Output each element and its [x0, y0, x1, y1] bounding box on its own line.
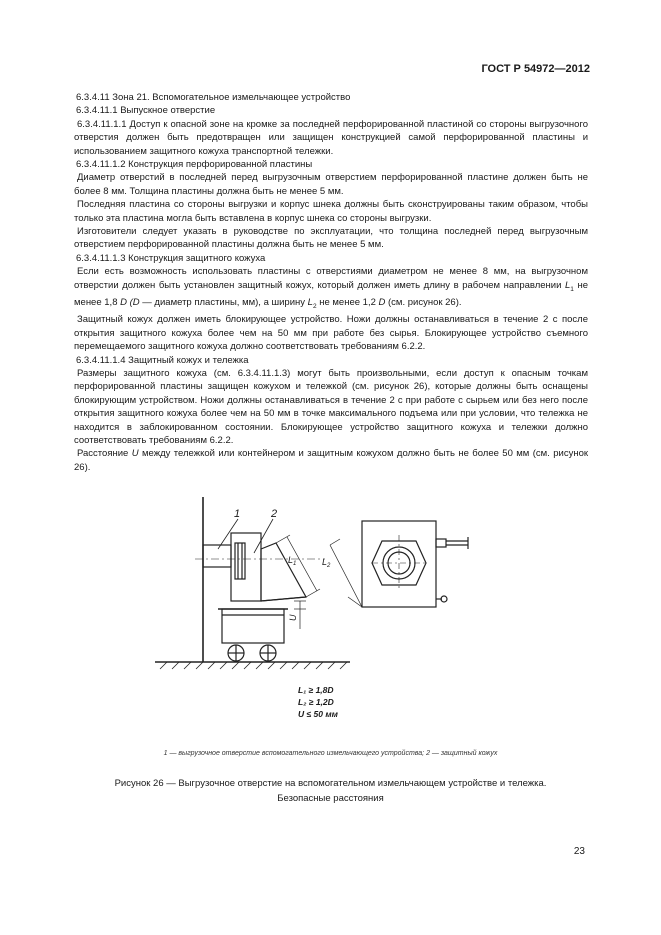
paragraph-guard-design: Если есть возможность использовать пластины с отверстиями диаметром не менее 8 мм, на выгрузочном отверстии должен быть установлен защитный кожух, который должен иметь длину в рабочем направлении $L_1$ не менее 1,8 D (D — диаметр пластины, мм), а ширину $L_2$ не менее 1,2 D (см. рисунок 26). [74, 266, 588, 310]
side-view [155, 497, 350, 669]
subsection-heading: 6.3.4.11.1 Выпускное отверстие [76, 105, 216, 117]
paragraph: 6.3.4.11.1.1 Доступ к опасной зоне на кромке за последней перфорированной пластиной со стороны выгрузочного отверстия должен быть предотвращен или защищен конструкцией самой перфорированной пластины и использованием защитного кожуха транспортной тележки. [74, 118, 588, 157]
callout-2: 2 [271, 508, 278, 520]
dimension-l2: $L_2$ [322, 557, 331, 569]
paragraph: Последняя пластина со стороны выгрузки и корпус шнека должны быть сконструированы таким образом, чтобы только эта пластина могла быть вставлена в корпус шнека со стороны выгрузки. [74, 199, 588, 224]
paragraph: Диаметр отверстий в последней перед выгрузочным отверстием перфорированной пластине должен быть не более 8 мм. Толщина пластины должна быть не менее 5 мм. [74, 172, 588, 197]
paragraph: Защитный кожух должен иметь блокирующее устройство. Ножи должны останавливаться в течение 2 с после открытия защитного кожуха более чем на 50 мм при работе без сырья. Блокирующее устройство съемного перемещаемого защитного кожуха должно соответствовать требованиям 6.2.2. [74, 314, 588, 353]
figure-key: 1 — выгрузочное отверстие вспомогательного измельчающего устройства; 2 — защитный кожух [163, 750, 498, 757]
figure-caption [0, 776, 661, 806]
formula-u: U ≤ 50 мм [298, 709, 338, 719]
section-heading: 6.3.4.11 Зона 21. Вспомогательное измельчающее устройство [76, 92, 351, 103]
standard-code: ГОСТ Р 54972—2012 [481, 63, 590, 75]
paragraph-distance: Расстояние U между тележкой или контейнером и защитным кожухом должно быть не более 50 мм (см. рисунок 26). [74, 448, 589, 473]
formula-l2: L₂ ≥ 1,2D [298, 697, 334, 707]
dimension-u: U [288, 614, 298, 621]
body-text [74, 91, 588, 474]
paragraph: Изготовители следует указать в руководстве по эксплуатации, что толщина последней перед выгрузочным отверстием перфорированной пластины должна быть не менее 5 мм. [74, 226, 588, 251]
subsection-heading: 6.3.4.11.1.2 Конструкция перфорированной пластины [76, 159, 313, 171]
page-number: 23 [573, 846, 585, 857]
figure-26-diagram [150, 497, 520, 737]
figure-caption-line-2: Безопасные расстояния [277, 793, 384, 804]
paragraph: Размеры защитного кожуха (см. 6.3.4.11.1.3) могут быть произвольными, если доступ к опасным точкам перфорированной пластины защищен кожухом и тележкой (см. рисунок 26), которые должны быть оснащены блокирующим устройством. Ножи должны останавливаться в течение 2 с при работе с сырьем или без него после открытия защитного кожуха более чем на 50 мм в точке максимального подъема или при условии, что тележка не находится в заблокированном состоянии. Блокирующее устройство защитного кожуха и тележки должно соответствовать требованиям 6.2.2. [74, 367, 588, 446]
front-view [330, 521, 468, 607]
dimension-l1: $L_1$ [288, 555, 297, 567]
formula-l1: L₁ ≥ 1,8D [298, 685, 334, 695]
callout-1: 1 [234, 508, 241, 520]
figure-caption-line-1: Рисунок 26 — Выгрузочное отверстие на вспомогательном измельчающем устройстве и тележка. [114, 778, 547, 789]
subsection-heading: 6.3.4.11.1.4 Защитный кожух и тележка [76, 354, 249, 366]
subsection-heading: 6.3.4.11.1.3 Конструкция защитного кожуха [76, 252, 266, 264]
figure-labels [234, 508, 339, 719]
